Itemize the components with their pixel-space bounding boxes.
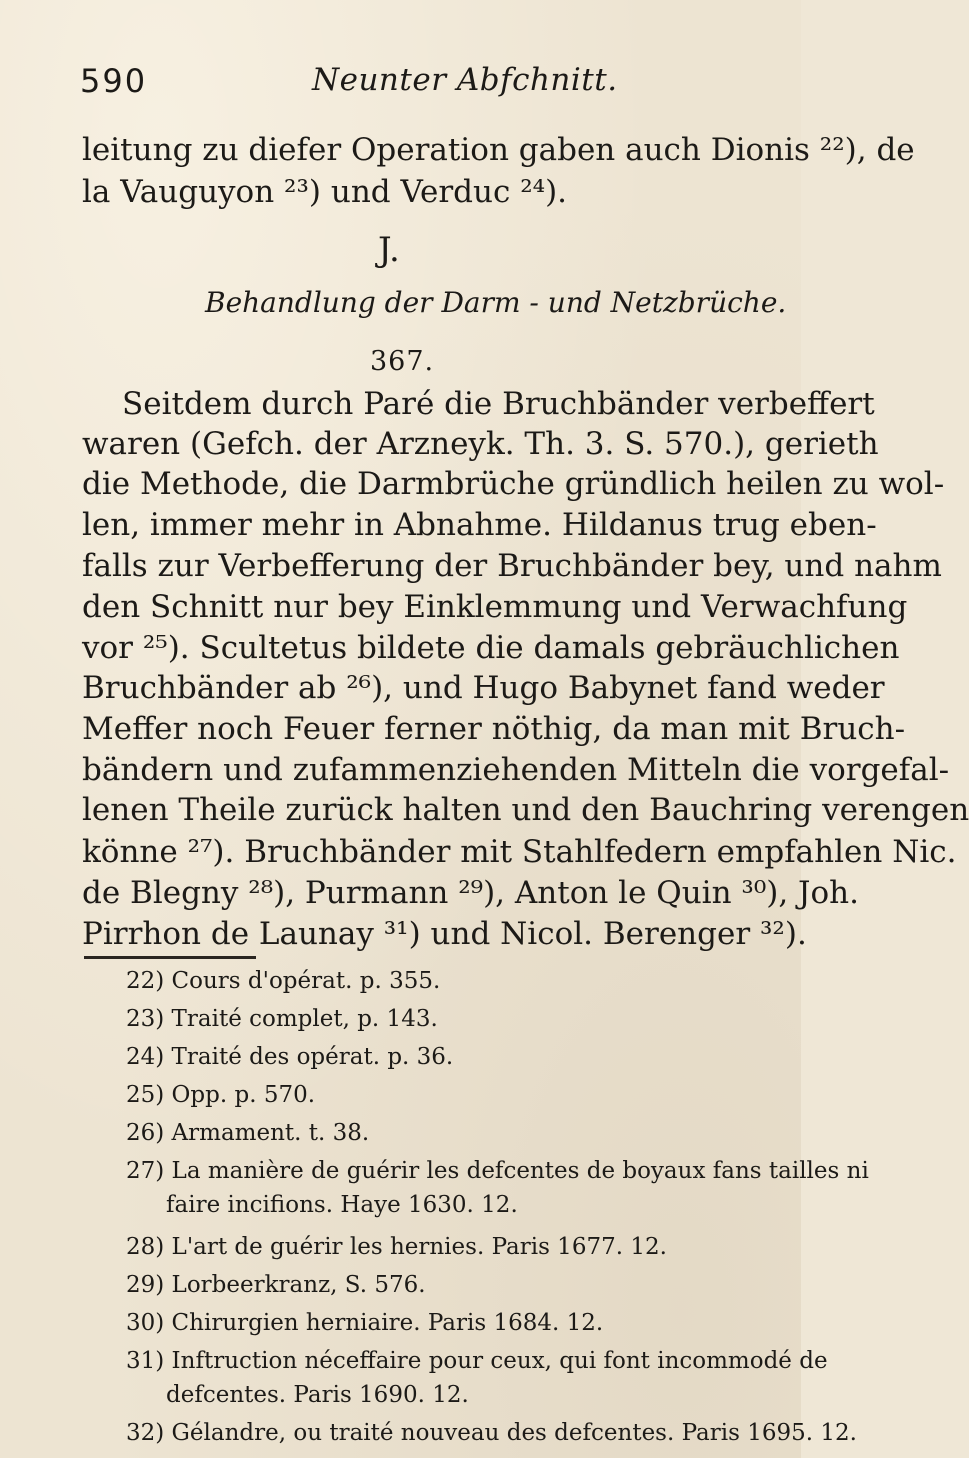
intro-line-1: leitung zu diefer Operation gaben auch Dionis ²²), de (82, 132, 915, 168)
footnote: 29) Lorbeerkranz, S. 576. (126, 1272, 426, 1298)
body-line: bändern und zufammenziehenden Mitteln die vorgefal- (82, 752, 950, 788)
intro-line-2: la Vauguyon ²³) und Verduc ²⁴). (82, 174, 568, 210)
body-line: Pirrhon de Launay ³¹) und Nicol. Berenger ³²). (82, 916, 807, 952)
body-line: den Schnitt nur bey Einklemmung und Verwachfung (82, 589, 908, 625)
running-title: Neunter Abfchnitt. (312, 62, 618, 98)
footnote: 26) Armament. t. 38. (126, 1120, 370, 1146)
page-number: 590 (80, 62, 148, 100)
page-header (80, 62, 760, 102)
body-line: die Methode, die Darmbrüche gründlich heilen zu wol- (82, 466, 945, 502)
body-line: könne ²⁷). Bruchbänder mit Stahlfedern empfahlen Nic. (82, 834, 957, 870)
footnote: 23) Traité complet, p. 143. (126, 1006, 438, 1032)
footnote: 22) Cours d'opérat. p. 355. (126, 968, 441, 994)
body-line: falls zur Verbefferung der Bruchbänder bey, und nahm (82, 548, 942, 584)
footnote-continuation: defcentes. Paris 1690. 12. (166, 1382, 469, 1408)
footnote: 32) Gélandre, ou traité nouveau des defcentes. Paris 1695. 12. (126, 1420, 857, 1446)
body-line: len, immer mehr in Abnahme. Hildanus trug eben- (82, 507, 877, 543)
footnote: 30) Chirurgien herniaire. Paris 1684. 12. (126, 1310, 604, 1336)
body-line: vor ²⁵). Scultetus bildete die damals gebräuchlichen (82, 630, 900, 666)
footnote: 24) Traité des opérat. p. 36. (126, 1044, 454, 1070)
footnote-divider (84, 956, 256, 959)
paragraph-number: 367. (370, 346, 435, 377)
body-line: Bruchbänder ab ²⁶), und Hugo Babynet fand weder (82, 670, 885, 706)
body-line: de Blegny ²⁸), Purmann ²⁹), Anton le Quin ³⁰), Joh. (82, 875, 859, 911)
footnote: 28) L'art de guérir les hernies. Paris 1677. 12. (126, 1234, 667, 1260)
body-line: lenen Theile zurück halten und den Bauchring verengen (82, 792, 969, 828)
footnote: 27) La manière de guérir les defcentes de boyaux fans tailles ni (126, 1158, 869, 1184)
body-line: waren (Gefch. der Arzneyk. Th. 3. S. 570.), gerieth (82, 426, 879, 462)
body-line: Seitdem durch Paré die Bruchbänder verbeffert (122, 386, 875, 422)
body-line: Meffer noch Feuer ferner nöthig, da man mit Bruch- (82, 711, 906, 747)
section-title: Behandlung der Darm - und Netzbrüche. (205, 286, 787, 319)
footnote-continuation: faire incifions. Haye 1630. 12. (166, 1192, 518, 1218)
footnote: 25) Opp. p. 570. (126, 1082, 316, 1108)
section-letter: J. (378, 230, 400, 270)
footnote: 31) Inftruction néceffaire pour ceux, qui font incommodé de (126, 1348, 828, 1374)
